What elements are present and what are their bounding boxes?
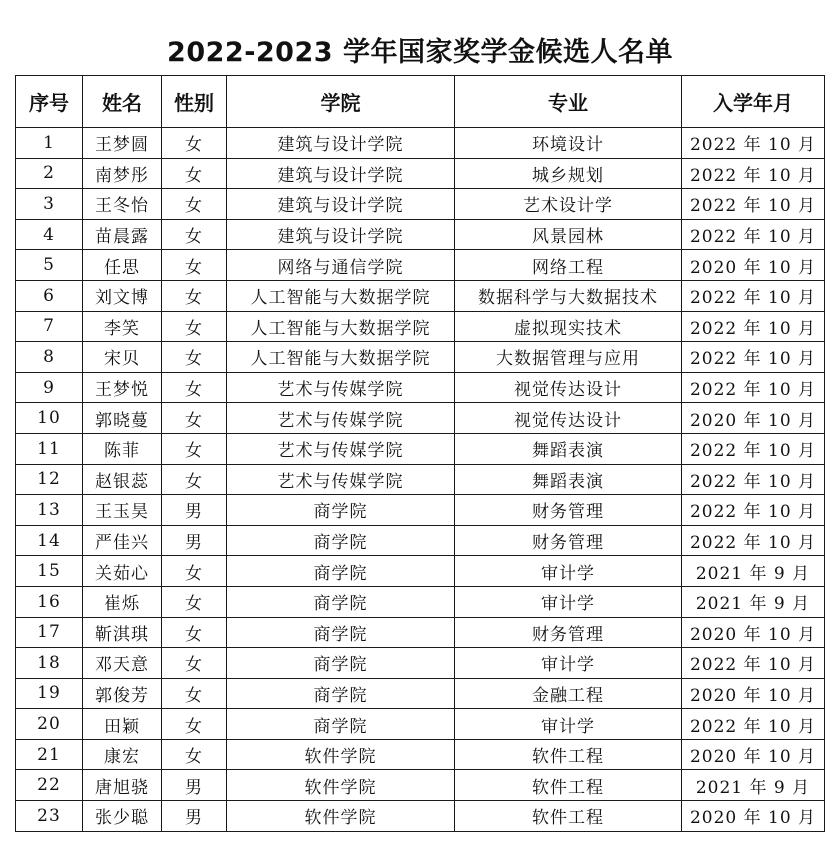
- cell-gender: 女: [162, 464, 227, 495]
- cell-name: 王梦圆: [83, 128, 162, 159]
- cell-name: 宋贝: [83, 342, 162, 373]
- cell-enrollment-date: 2020 年 10 月: [682, 617, 825, 648]
- cell-college: 商学院: [227, 678, 455, 709]
- table-row: [16, 372, 825, 403]
- table-row: [16, 801, 825, 832]
- table-row: [16, 311, 825, 342]
- cell-college: 商学院: [227, 648, 455, 679]
- cell-gender: 男: [162, 525, 227, 556]
- cell-major: 审计学: [455, 556, 682, 587]
- cell-college: 商学院: [227, 525, 455, 556]
- cell-college: 艺术与传媒学院: [227, 372, 455, 403]
- cell-gender: 女: [162, 128, 227, 159]
- table-row: [16, 250, 825, 281]
- cell-gender: 女: [162, 311, 227, 342]
- cell-gender: 女: [162, 372, 227, 403]
- cell-enrollment-date: 2022 年 10 月: [682, 433, 825, 464]
- cell-college: 软件学院: [227, 739, 455, 770]
- cell-college: 人工智能与大数据学院: [227, 311, 455, 342]
- cell-enrollment-date: 2022 年 10 月: [682, 311, 825, 342]
- cell-college: 艺术与传媒学院: [227, 433, 455, 464]
- cell-enrollment-date: 2021 年 9 月: [682, 770, 825, 801]
- cell-major: 财务管理: [455, 495, 682, 526]
- cell-index: 1: [16, 128, 83, 159]
- cell-gender: 女: [162, 433, 227, 464]
- cell-index: 23: [16, 801, 83, 832]
- cell-index: 12: [16, 464, 83, 495]
- cell-major: 舞蹈表演: [455, 464, 682, 495]
- table-row: [16, 648, 825, 679]
- cell-major: 软件工程: [455, 770, 682, 801]
- header-name: 姓名: [83, 76, 162, 128]
- cell-major: 网络工程: [455, 250, 682, 281]
- cell-index: 8: [16, 342, 83, 373]
- cell-gender: 女: [162, 617, 227, 648]
- cell-enrollment-date: 2020 年 10 月: [682, 403, 825, 434]
- cell-name: 郭晓蔓: [83, 403, 162, 434]
- cell-major: 软件工程: [455, 739, 682, 770]
- cell-name: 关茹心: [83, 556, 162, 587]
- table-row: [16, 617, 825, 648]
- cell-enrollment-date: 2021 年 9 月: [682, 556, 825, 587]
- cell-index: 4: [16, 219, 83, 250]
- cell-index: 17: [16, 617, 83, 648]
- table-row: [16, 586, 825, 617]
- table-row: [16, 556, 825, 587]
- cell-name: 刘文博: [83, 280, 162, 311]
- cell-enrollment-date: 2022 年 10 月: [682, 648, 825, 679]
- cell-name: 崔烁: [83, 586, 162, 617]
- cell-college: 商学院: [227, 586, 455, 617]
- cell-name: 张少聪: [83, 801, 162, 832]
- cell-enrollment-date: 2022 年 10 月: [682, 189, 825, 220]
- candidate-table: [15, 75, 825, 832]
- table-row: [16, 128, 825, 159]
- cell-index: 5: [16, 250, 83, 281]
- cell-gender: 男: [162, 801, 227, 832]
- cell-major: 软件工程: [455, 801, 682, 832]
- cell-gender: 女: [162, 556, 227, 587]
- cell-gender: 女: [162, 709, 227, 740]
- cell-name: 南梦彤: [83, 158, 162, 189]
- cell-college: 商学院: [227, 709, 455, 740]
- cell-major: 数据科学与大数据技术: [455, 280, 682, 311]
- cell-index: 14: [16, 525, 83, 556]
- cell-gender: 女: [162, 158, 227, 189]
- table-row: [16, 189, 825, 220]
- cell-college: 商学院: [227, 495, 455, 526]
- cell-major: 财务管理: [455, 617, 682, 648]
- cell-gender: 女: [162, 189, 227, 220]
- cell-name: 靳淇琪: [83, 617, 162, 648]
- cell-college: 艺术与传媒学院: [227, 403, 455, 434]
- cell-college: 建筑与设计学院: [227, 158, 455, 189]
- cell-name: 李笑: [83, 311, 162, 342]
- cell-major: 风景园林: [455, 219, 682, 250]
- cell-index: 3: [16, 189, 83, 220]
- cell-major: 环境设计: [455, 128, 682, 159]
- cell-gender: 女: [162, 250, 227, 281]
- header-enrollment-date: 入学年月: [682, 76, 825, 128]
- cell-name: 严佳兴: [83, 525, 162, 556]
- cell-major: 视觉传达设计: [455, 372, 682, 403]
- cell-index: 18: [16, 648, 83, 679]
- cell-major: 城乡规划: [455, 158, 682, 189]
- cell-index: 20: [16, 709, 83, 740]
- cell-major: 审计学: [455, 648, 682, 679]
- cell-gender: 女: [162, 739, 227, 770]
- cell-index: 21: [16, 739, 83, 770]
- cell-index: 15: [16, 556, 83, 587]
- cell-name: 任思: [83, 250, 162, 281]
- cell-enrollment-date: 2022 年 10 月: [682, 280, 825, 311]
- cell-enrollment-date: 2020 年 10 月: [682, 801, 825, 832]
- cell-index: 11: [16, 433, 83, 464]
- header-index: 序号: [16, 76, 83, 128]
- cell-enrollment-date: 2022 年 10 月: [682, 219, 825, 250]
- cell-name: 郭俊芳: [83, 678, 162, 709]
- cell-enrollment-date: 2022 年 10 月: [682, 372, 825, 403]
- cell-enrollment-date: 2021 年 9 月: [682, 586, 825, 617]
- header-major: 专业: [455, 76, 682, 128]
- cell-major: 金融工程: [455, 678, 682, 709]
- cell-index: 7: [16, 311, 83, 342]
- table-row: [16, 495, 825, 526]
- table-row: [16, 403, 825, 434]
- cell-enrollment-date: 2022 年 10 月: [682, 342, 825, 373]
- cell-enrollment-date: 2022 年 10 月: [682, 495, 825, 526]
- cell-major: 审计学: [455, 586, 682, 617]
- cell-index: 22: [16, 770, 83, 801]
- cell-major: 财务管理: [455, 525, 682, 556]
- table-row: [16, 342, 825, 373]
- cell-major: 舞蹈表演: [455, 433, 682, 464]
- cell-major: 审计学: [455, 709, 682, 740]
- cell-college: 软件学院: [227, 801, 455, 832]
- header-gender: 性别: [162, 76, 227, 128]
- table-row: [16, 464, 825, 495]
- cell-gender: 男: [162, 495, 227, 526]
- cell-index: 9: [16, 372, 83, 403]
- header-college: 学院: [227, 76, 455, 128]
- cell-name: 赵银蕊: [83, 464, 162, 495]
- cell-enrollment-date: 2022 年 10 月: [682, 464, 825, 495]
- cell-college: 建筑与设计学院: [227, 219, 455, 250]
- table-row: [16, 219, 825, 250]
- cell-index: 13: [16, 495, 83, 526]
- cell-enrollment-date: 2022 年 10 月: [682, 525, 825, 556]
- cell-gender: 女: [162, 219, 227, 250]
- cell-gender: 女: [162, 403, 227, 434]
- table-row: [16, 678, 825, 709]
- cell-college: 商学院: [227, 556, 455, 587]
- cell-enrollment-date: 2022 年 10 月: [682, 158, 825, 189]
- cell-college: 人工智能与大数据学院: [227, 280, 455, 311]
- cell-enrollment-date: 2022 年 10 月: [682, 128, 825, 159]
- table-header-row: [16, 76, 825, 128]
- cell-college: 人工智能与大数据学院: [227, 342, 455, 373]
- cell-index: 19: [16, 678, 83, 709]
- table-row: [16, 433, 825, 464]
- cell-index: 6: [16, 280, 83, 311]
- cell-college: 网络与通信学院: [227, 250, 455, 281]
- cell-index: 10: [16, 403, 83, 434]
- cell-name: 田颖: [83, 709, 162, 740]
- cell-major: 视觉传达设计: [455, 403, 682, 434]
- cell-gender: 女: [162, 678, 227, 709]
- cell-gender: 女: [162, 586, 227, 617]
- cell-name: 唐旭骁: [83, 770, 162, 801]
- table-row: [16, 525, 825, 556]
- cell-name: 陈菲: [83, 433, 162, 464]
- cell-name: 康宏: [83, 739, 162, 770]
- cell-college: 建筑与设计学院: [227, 128, 455, 159]
- table-row: [16, 770, 825, 801]
- table-body: [16, 128, 825, 832]
- table-row: [16, 709, 825, 740]
- cell-name: 苗晨露: [83, 219, 162, 250]
- cell-gender: 女: [162, 280, 227, 311]
- cell-gender: 女: [162, 342, 227, 373]
- cell-enrollment-date: 2020 年 10 月: [682, 739, 825, 770]
- cell-college: 商学院: [227, 617, 455, 648]
- page-title: 2022-2023 学年国家奖学金候选人名单: [167, 37, 673, 68]
- cell-name: 邓天意: [83, 648, 162, 679]
- cell-name: 王梦悦: [83, 372, 162, 403]
- table-row: [16, 739, 825, 770]
- cell-enrollment-date: 2022 年 10 月: [682, 709, 825, 740]
- table-row: [16, 280, 825, 311]
- cell-college: 建筑与设计学院: [227, 189, 455, 220]
- cell-gender: 男: [162, 770, 227, 801]
- cell-enrollment-date: 2020 年 10 月: [682, 250, 825, 281]
- cell-name: 王冬怡: [83, 189, 162, 220]
- cell-enrollment-date: 2020 年 10 月: [682, 678, 825, 709]
- cell-index: 2: [16, 158, 83, 189]
- cell-major: 虚拟现实技术: [455, 311, 682, 342]
- cell-college: 艺术与传媒学院: [227, 464, 455, 495]
- cell-index: 16: [16, 586, 83, 617]
- cell-major: 艺术设计学: [455, 189, 682, 220]
- cell-major: 大数据管理与应用: [455, 342, 682, 373]
- cell-name: 王玉昊: [83, 495, 162, 526]
- cell-gender: 女: [162, 648, 227, 679]
- table-row: [16, 158, 825, 189]
- cell-college: 软件学院: [227, 770, 455, 801]
